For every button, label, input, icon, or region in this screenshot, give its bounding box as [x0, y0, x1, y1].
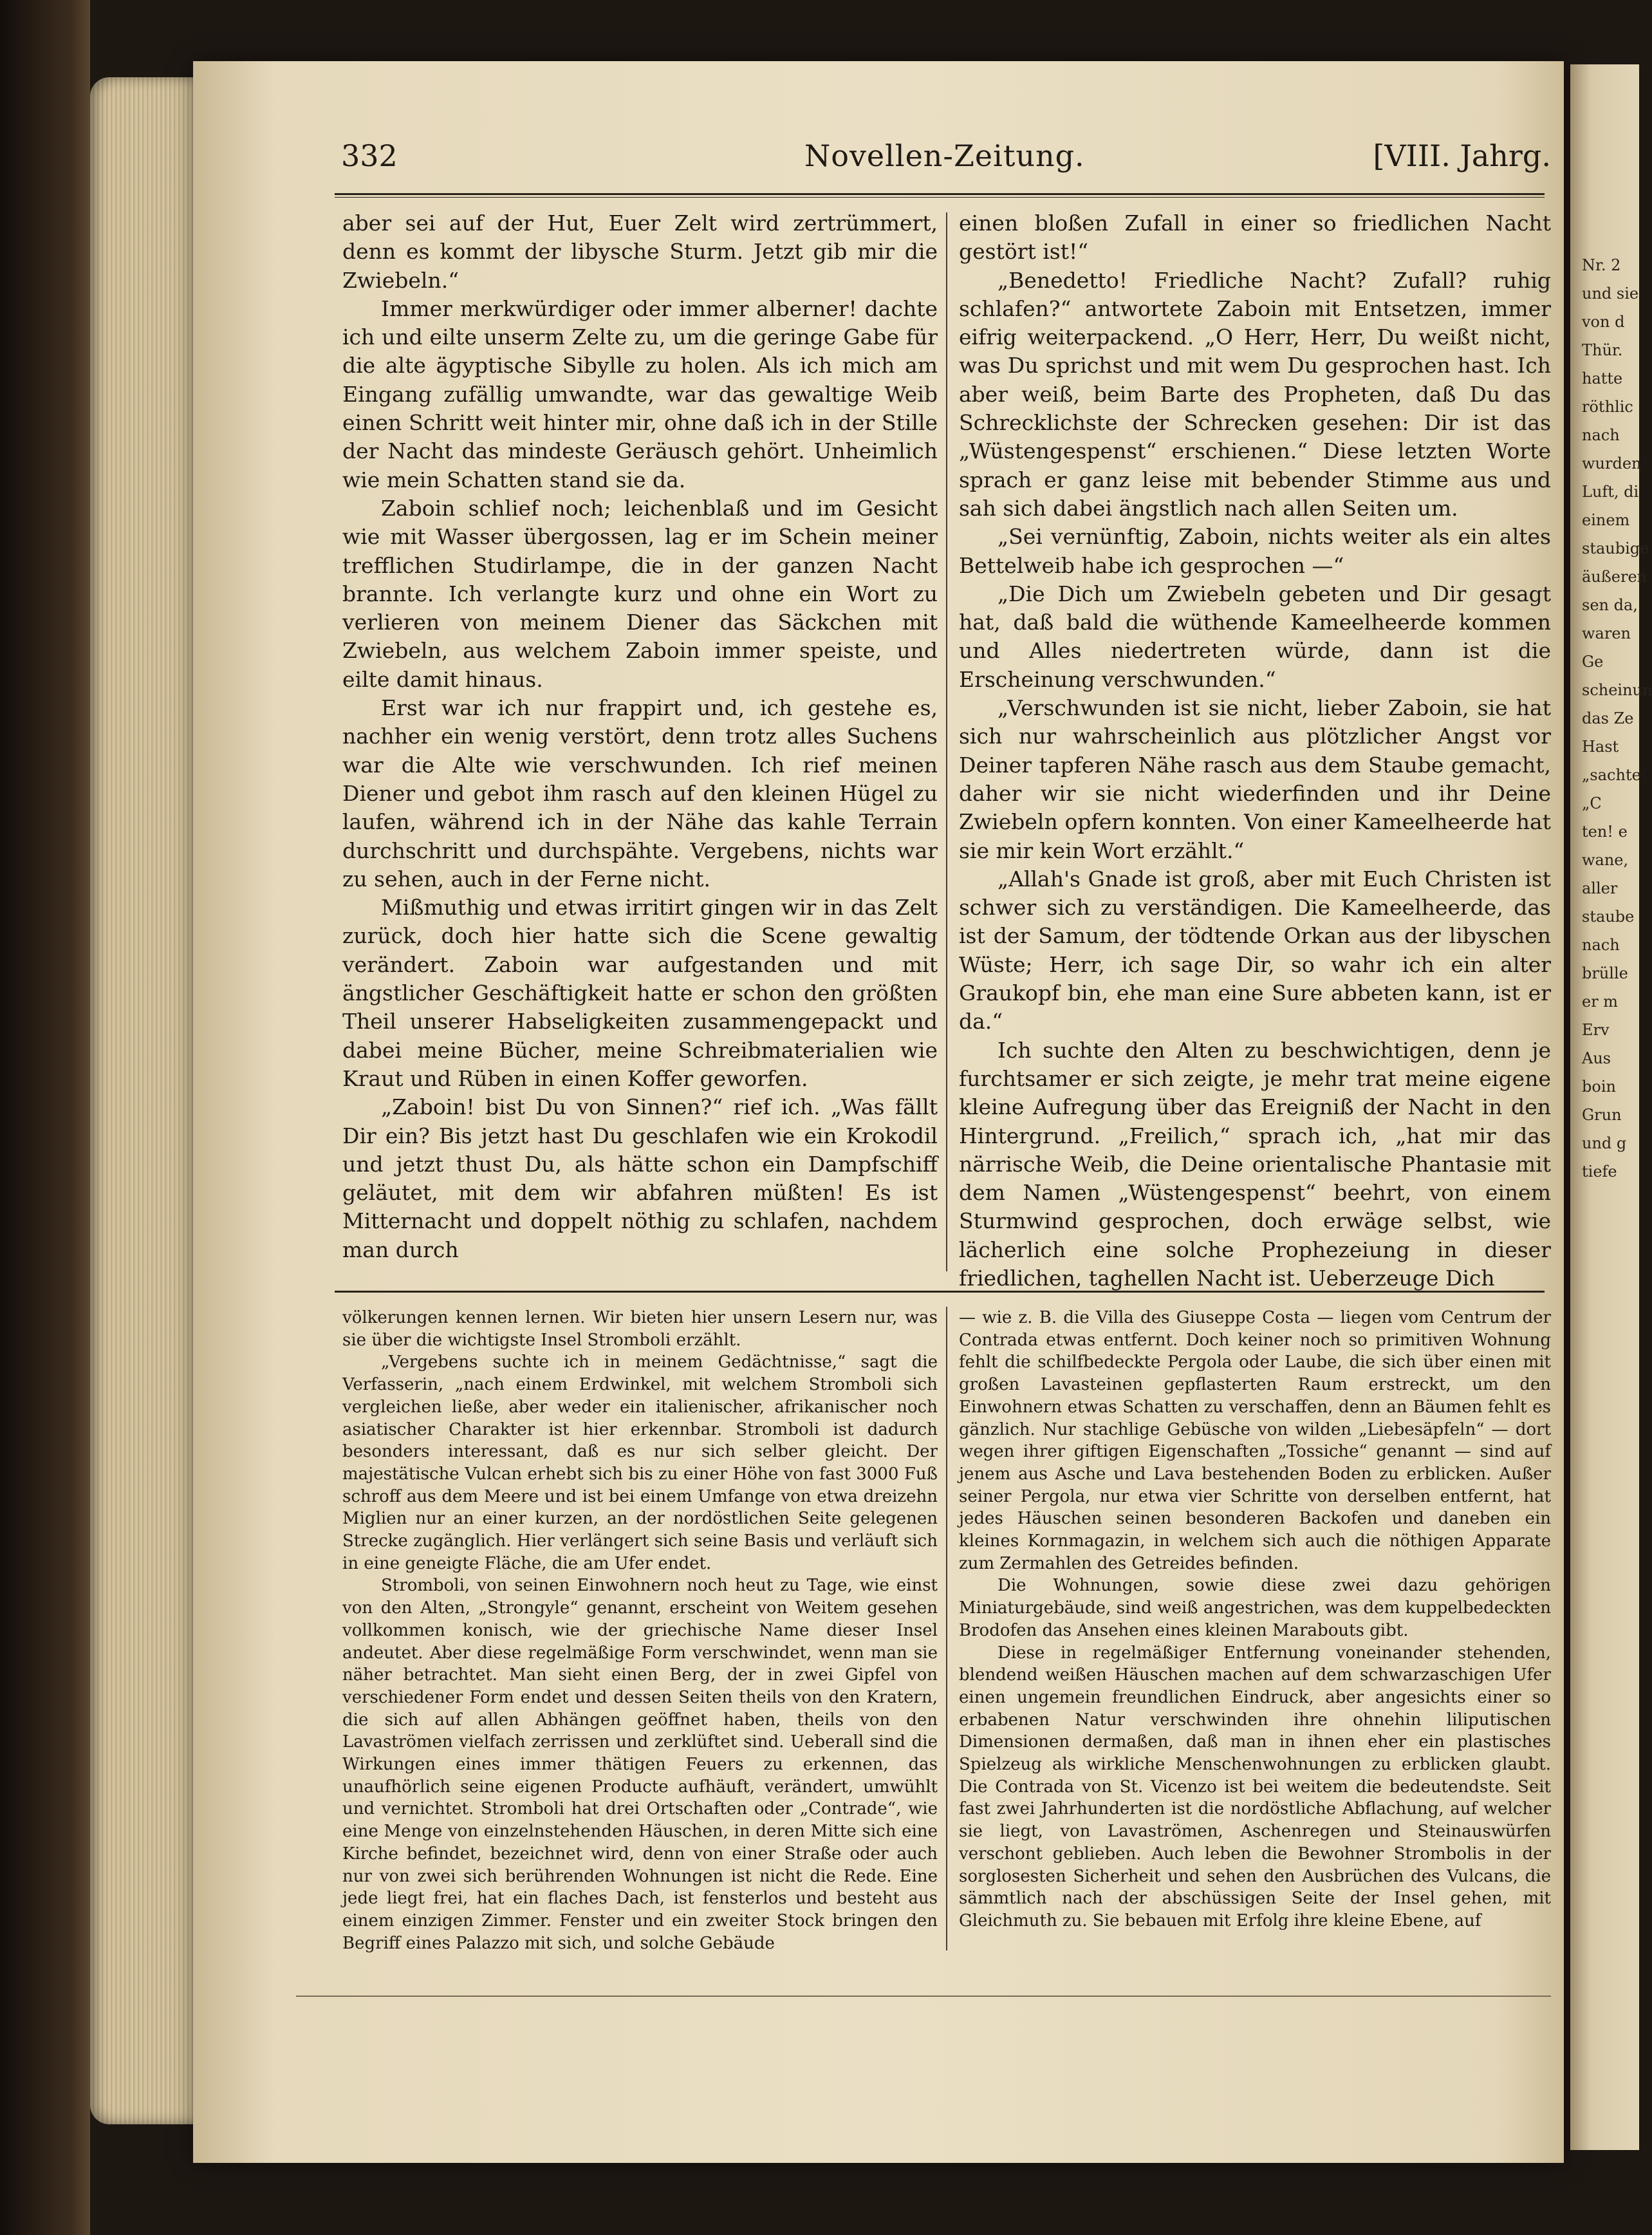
- adjacent-page-line: Aus: [1582, 1049, 1611, 1067]
- adjacent-page-line: brülle: [1582, 964, 1628, 982]
- story-column-left: [342, 209, 938, 1264]
- paragraph: Die Wohnungen, sowie diese zwei dazu gehörigen Miniaturgebäude, sind weiß angestrichen, was dem kuppelbedeckten Brodofen das Ansehen eines kleinen Marabouts gibt.: [959, 1576, 1551, 1640]
- book-spine: [0, 0, 90, 2235]
- adjacent-page-line: staube: [1582, 908, 1635, 926]
- adjacent-page-line: staubige: [1582, 539, 1649, 557]
- adjacent-page-line: wane,: [1582, 851, 1629, 869]
- paragraph: aber sei auf der Hut, Euer Zelt wird zertrümmert, denn es kommt der libysche Sturm. Jetzt gib mir die Zwiebeln.“: [342, 210, 938, 293]
- adjacent-page-line: Erv: [1582, 1021, 1610, 1039]
- paragraph: „Die Dich um Zwiebeln gebeten und Dir gesagt hat, daß bald die wüthende Kameelheerde kommen und Alles niedertreten würde, dann ist die Erscheinung verschwunden.“: [959, 581, 1551, 692]
- paragraph: Erst war ich nur frappirt und, ich gestehe es, nachher ein wenig verstört, denn trotz alles Suchens war die Alte wie verschwunden. Ich rief meinen Diener und gebot ihm rasch auf den kleinen Hügel zu laufen, während ich in der Nähe das kahle Terrain durchschritt und durchspähte. Vergebens, nichts war zu sehen, auch in der Ferne nicht.: [342, 695, 938, 892]
- page-number: 332: [341, 138, 398, 173]
- paragraph: „Allah's Gnade ist groß, aber mit Euch Christen ist schwer sich zu verständigen. Die Kameelheerde, das ist der Samum, der tödtende Orkan aus der libyschen Wüste; Herr, ich sage Dir, so wahr ich ein alter Graukopf bin, ehe man eine Sure abbeten kann, ist er da.“: [959, 866, 1551, 1034]
- paragraph: völkerungen kennen lernen. Wir bieten hier unsern Lesern nur, was sie über die wichtigste Insel Stromboli erzählt.: [342, 1308, 938, 1350]
- adjacent-page-line: waren: [1582, 624, 1631, 642]
- adjacent-page-line: Luft, di: [1582, 483, 1639, 501]
- paragraph: Mißmuthig und etwas irritirt gingen wir in das Zelt zurück, doch hier hatte sich die Scene gewaltig verändert. Zaboin war aufgestanden und mit ängstlicher Geschäftigkeit hatte er schon den größten Theil unserer Habseligkeiten zusammengepackt und dabei meine Bücher, meine Schreibmaterialien wie Kraut und Rüben in einen Koffer geworfen.: [342, 895, 938, 1091]
- adjacent-page-line: sen da,: [1582, 596, 1638, 614]
- adjacent-page-line: äußeren: [1582, 568, 1647, 586]
- story-column-right: [959, 209, 1551, 1293]
- journal-title: Novellen-Zeitung.: [804, 138, 1085, 173]
- adjacent-page-line: boin: [1582, 1078, 1616, 1096]
- adjacent-page-line: Thür.: [1582, 341, 1623, 359]
- paragraph: Ich suchte den Alten zu beschwichtigen, denn je furchtsamer er sich zeigte, je mehr trat meine eigene kleine Aufregung über das Ereigniß der Nacht in den Hintergrund. „Freilich,“ sprach ich, „hat mir das närrische Weib, die Deine orientalische Phantasie mit dem Namen „Wüstengespenst“ beehrt, von einem Sturmwind gesprochen, doch erwäge selbst, wie lächerlich eine solche Prophezeiung in dieser friedlichen, taghellen Nacht ist. Ueberzeuge Dich: [959, 1037, 1551, 1291]
- paragraph: Immer merkwürdiger oder immer alberner! dachte ich und eilte unserm Zelte zu, um die geringe Gabe für die alte ägyptische Sibylle zu holen. Als ich mich am Eingang zufällig umwandte, war das gewaltige Weib einen Schritt weit hinter mir, ohne daß ich in der Stille der Nacht das mindeste Geräusch gehört. Unheimlich wie mein Schatten stand sie da.: [342, 295, 938, 492]
- adjacent-page-line: und g: [1582, 1134, 1627, 1152]
- adjacent-page-line: aller: [1582, 879, 1618, 897]
- volume-year-label: [VIII. Jahrg.: [1373, 138, 1551, 173]
- page-bottom-rule: [296, 1996, 1551, 1997]
- adjacent-page-line: einem: [1582, 511, 1630, 529]
- adjacent-page-line: das Ze: [1582, 709, 1634, 727]
- adjacent-page-line: „C: [1582, 794, 1602, 812]
- paragraph: „Verschwunden ist sie nicht, lieber Zaboin, sie hat sich nur wahrscheinlich aus plötzlicher Angst vor Deiner tapferen Nähe rasch aus dem Staube gemacht, daher wir sie nicht wiederfinden und ihr Deine Zwiebeln opfern konnten. Von einer Kameelheerde hat sie mir kein Wort erzählt.“: [959, 695, 1551, 863]
- paragraph: „Sei vernünftig, Zaboin, nichts weiter als ein altes Bettelweib habe ich gesprochen —“: [959, 524, 1551, 578]
- header-rule: [335, 193, 1545, 198]
- column-divider: [946, 1307, 947, 1950]
- adjacent-page-line: „sachte: [1582, 766, 1641, 784]
- paragraph: Stromboli, von seinen Einwohnern noch heut zu Tage, wie einst von den Alten, „Strongyle“ genannt, erscheint von Weitem gesehen vollkommen konisch, wie der griechische Name dieser Insel andeutet. Aber diese regelmäßige Form verschwindet, wenn man sie näher betrachtet. Man sieht einen Berg, der in zwei Gipfel von verschiedener Form endet und dessen Seiten theils von den Kratern, die sich auf allen Abhängen geöffnet haben, theils von den Lavaströmen vielfach zerrissen und zerklüftet sind. Ueberall sind die Wirkungen eines immer thätigen Feuers zu erkennen, das unaufhörlich seine eigenen Producte aufhäuft, verändert, umwühlt und vernichtet. Stromboli hat drei Ortschaften oder „Contrade“, wie eine Menge von einzelnstehenden Häuschen, in deren Mitte sich eine Kirche befindet, bezeichnet wird, denn von einer Straße oder auch nur von zwei sich berührenden Wohnungen ist nicht die Rede. Eine jede liegt frei, hat ein flaches Dach, ist fensterlos und besteht aus einem einzigen Zimmer. Fenster und ein zweiter Stock bringen den Begriff eines Palazzo mit sich, und solche Gebäude: [342, 1576, 938, 1953]
- adjacent-page-line: röthlic: [1582, 398, 1633, 416]
- adjacent-page-line: scheinun: [1582, 681, 1652, 699]
- adjacent-page-line: nach: [1582, 936, 1620, 954]
- adjacent-page: [1570, 64, 1652, 2150]
- paragraph: — wie z. B. die Villa des Giuseppe Costa — liegen vom Centrum der Contrada etwas entfernt. Doch keiner noch so primitiven Wohnung fehlt die schilfbedeckte Pergola oder Laube, die sich über einen mit großen Lavasteinen gepflasterten Raum erstreckt, um den Einwohnern etwas Schatten zu verschaffen, denn an Bäumen fehlt es gänzlich. Nur stachlige Gebüsche von wilden „Liebesäpfeln“ — dort wegen ihrer giftigen Eigenschaften „Tossiche“ genannt — sind auf jenem aus Asche und Lava bestehenden Boden zu erblicken. Außer seiner Pergola, nur etwa vier Schritte von derselben entfernt, hat jedes Häuschen seinen besonderen Backofen und daneben ein kleines Kornmagazin, in welchem sich auch die nöthigen Apparate zum Zermahlen des Getreides befinden.: [959, 1308, 1551, 1573]
- adjacent-page-line: er m: [1582, 993, 1619, 1011]
- feuilleton-rule: [335, 1291, 1545, 1293]
- paragraph: Zaboin schlief noch; leichenblaß und im Gesicht wie mit Wasser übergossen, lag er im Schein meiner trefflichen Studirlampe, die in der ganzen Nacht brannte. Ich verlangte kurz und ohne ein Wort zu verlieren von meinem Diener das Säckchen mit Zwiebeln, aus welchem Zaboin immer speiste, und eilte damit hinaus.: [342, 495, 938, 692]
- adjacent-page-line: nach: [1582, 426, 1620, 444]
- adjacent-page-line: und sie: [1582, 285, 1639, 303]
- adjacent-page-line: Hast: [1582, 738, 1619, 756]
- adjacent-page-line: ten! e: [1582, 823, 1628, 841]
- page-edges: [90, 77, 209, 2124]
- adjacent-page-line: hatte: [1582, 369, 1623, 388]
- adjacent-page-line: Nr. 2: [1582, 256, 1621, 274]
- adjacent-page-line: wurden: [1582, 454, 1642, 472]
- page-header: [341, 138, 1551, 196]
- book-page: [193, 61, 1564, 2163]
- adjacent-page-text: [1570, 64, 1652, 1186]
- adjacent-page-line: tiefe: [1582, 1163, 1617, 1181]
- paragraph: Diese in regelmäßiger Entfernung voneinander stehenden, blendend weißen Häuschen machen auf dem schwarzaschigen Ufer einen ungemein freundlichen Eindruck, aber angesichts einer so erbabenen Natur verschwinden ihre ohnehin liliputischen Dimensionen dermaßen, daß man in ihnen eher ein plastisches Spielzeug als wirkliche Menschenwohnungen zu erblicken glaubt. Die Contrada von St. Vicenzo ist bei weitem die bedeutendste. Seit fast zwei Jahrhunderten ist die nordöstliche Abflachung, auf welcher sie liegt, von Lavaströmen, Aschenregen und Steinauswürfen verschont geblieben. Auch leben die Bewohner Strombolis in der sorglosesten Sicherheit und sehen den Ausbrüchen des Vulcans, die sämmtlich nach der abschüssigen Seite der Insel gehen, mit Gleichmuth zu. Sie bebauen mit Erfolg ihre kleine Ebene, auf: [959, 1643, 1551, 1931]
- adjacent-page-line: Ge: [1582, 653, 1604, 671]
- feuilleton-column-right: [959, 1307, 1551, 1932]
- feuilleton-column-left: [342, 1307, 938, 1954]
- paragraph: „Zaboin! bist Du von Sinnen?“ rief ich. „Was fällt Dir ein? Bis jetzt hast Du geschlafen wie ein Krokodil und jetzt thust Du, als hätte schon ein Dampfschiff geläutet, mit dem wir abfahren müßten! Es ist Mitternacht und doppelt nöthig zu schlafen, nachdem man durch: [342, 1094, 938, 1262]
- adjacent-page-line: von d: [1582, 313, 1625, 331]
- paragraph: einen bloßen Zufall in einer so friedlichen Nacht gestört ist!“: [959, 210, 1551, 265]
- adjacent-page-line: Grun: [1582, 1106, 1622, 1124]
- paragraph: „Benedetto! Friedliche Nacht? Zufall? ruhig schlafen?“ antwortete Zaboin mit Entsetzen, immer eifrig weiterpackend. „O Herr, Herr, Du weißt nicht, was Du sprichst und mit wem Du gesprochen hast. Ich aber weiß, beim Barte des Propheten, daß Du das Schrecklichste der Schrecken gesehen: Dir ist das „Wüstengespenst“ erschienen.“ Diese letzten Worte sprach er ganz leise mit bebender Stimme aus und sah sich dabei ängstlich nach allen Seiten um.: [959, 267, 1551, 521]
- column-divider: [946, 212, 947, 1271]
- paragraph: „Vergebens suchte ich in meinem Gedächtnisse,“ sagt die Verfasserin, „nach einem Erdwinkel, mit welchem Stromboli sich vergleichen ließe, aber weder ein italienischer, afrikanischer noch asiatischer Charakter ist hier erkennbar. Stromboli ist dadurch besonders interessant, daß es nur sich selber gleicht. Der majestätische Vulcan erhebt sich bis zu einer Höhe von fast 3000 Fuß schroff aus dem Meere und ist bei einem Umfange von etwa dreizehn Miglien nur an einer kurzen, an der nordöstlichen Seite gelegenen Strecke zugänglich. Hier verlängert sich seine Basis und verläuft sich in eine geneigte Fläche, die am Ufer endet.: [342, 1352, 938, 1573]
